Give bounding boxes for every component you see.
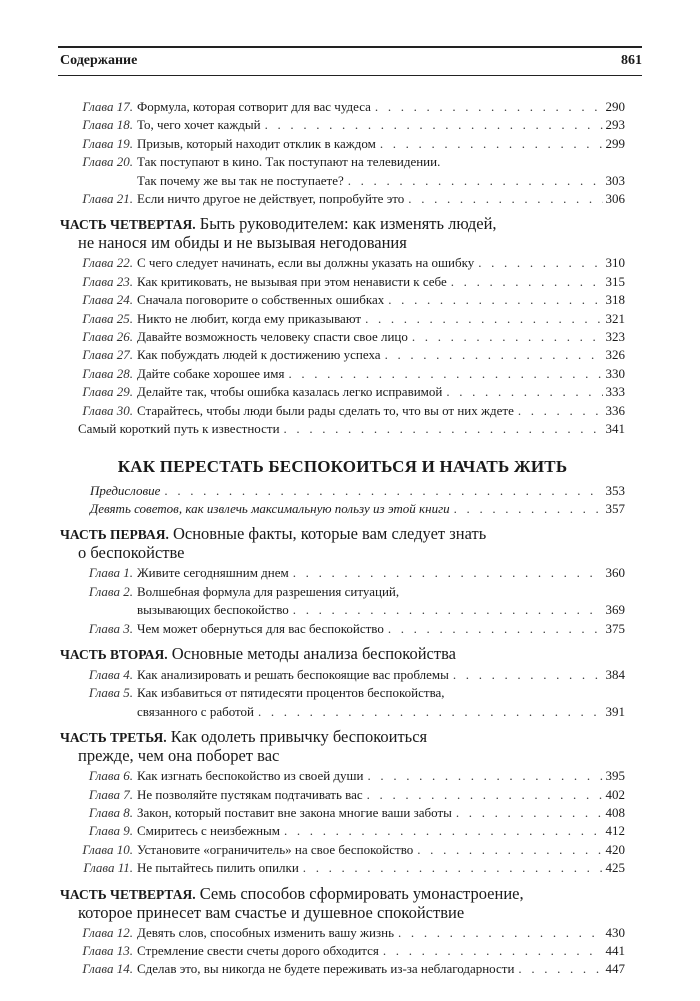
part-label: ЧАСТЬ ТРЕТЬЯ. <box>60 730 167 746</box>
part-title-line: прежде, чем она поборет вас <box>78 746 280 766</box>
toc-entry[interactable] <box>60 346 625 364</box>
chapter-title: Старайтесь, чтобы люди были рады сделать то, что вы от них ждете <box>137 402 514 418</box>
dot-leader <box>384 291 603 309</box>
chapter-label: Глава 7. <box>88 786 133 802</box>
chapter-page-number: 326 <box>605 347 625 363</box>
chapter-title: Дайте собаке хорошее имя <box>137 365 285 381</box>
toc-entry-line <box>60 328 625 346</box>
chapter-page-number: 290 <box>605 99 625 114</box>
chapter-title: Так почему же вы так не поступаете? <box>137 172 344 188</box>
part-title-line: о беспокойстве <box>78 543 185 563</box>
chapter-title: Чем может обернуться для вас беспокойство <box>137 620 384 636</box>
dot-leader <box>514 960 603 978</box>
chapter-page-number: 441 <box>605 943 625 958</box>
chapter-page-number: 303 <box>605 172 625 188</box>
toc-entry-line <box>60 190 625 208</box>
part-heading <box>60 645 625 664</box>
chapter-title: Как анализировать и решать беспокоящие вас проблемы <box>137 666 449 682</box>
dot-leader <box>361 310 603 328</box>
chapter-page-number: 336 <box>605 402 625 418</box>
chapter-label: Глава 21. <box>82 191 133 207</box>
part-title-line: которое принесет вам счастье и душевное спокойствие <box>78 902 465 922</box>
chapter-page-number: 299 <box>605 135 625 151</box>
part-label: ЧАСТЬ ВТОРАЯ. <box>60 646 168 662</box>
chapter-page-number: 430 <box>605 924 625 940</box>
dot-leader <box>404 190 603 208</box>
dot-leader <box>299 859 603 877</box>
chapter-title: Девять слов, способных изменить вашу жизнь <box>137 924 395 940</box>
chapter-page-number: 384 <box>605 666 625 682</box>
chapter-title: Призыв, который находит отклик в каждом <box>137 135 376 151</box>
toc-entry-line <box>60 273 625 291</box>
dot-leader <box>452 804 603 822</box>
toc-entry-line <box>60 822 625 840</box>
chapter-label: Глава 22. <box>82 255 133 271</box>
toc-entry-line <box>60 500 625 518</box>
part-label: ЧАСТЬ ПЕРВАЯ. <box>60 527 169 543</box>
toc-entry-line <box>60 365 625 383</box>
chapter-label: Глава 3. <box>88 620 133 636</box>
toc-entry[interactable] <box>60 822 625 840</box>
toc-entry[interactable] <box>60 482 625 500</box>
part-heading <box>60 885 625 922</box>
chapter-title: Как побуждать людей к достижению успеха <box>137 347 381 363</box>
toc-entry[interactable] <box>60 402 625 420</box>
toc-entry-line <box>60 601 625 619</box>
toc-entry[interactable] <box>60 365 625 383</box>
toc-entry-line <box>60 346 625 364</box>
toc-entry-line <box>60 786 625 804</box>
part-heading <box>60 525 625 562</box>
dot-leader <box>408 328 603 346</box>
toc-entry[interactable] <box>60 666 625 684</box>
chapter-page-number: 330 <box>605 365 625 381</box>
part-title-line: Семь способов сформировать умонастроение, <box>199 883 524 903</box>
toc-entry-line <box>60 291 625 309</box>
chapter-page-number: 357 <box>605 500 625 516</box>
chapter-title: Если ничто другое не действует, попробуйте это <box>137 191 405 207</box>
running-header-title: Содержание <box>60 53 138 68</box>
chapter-label: Глава 4. <box>88 666 133 682</box>
chapter-title: связанного с работой <box>137 703 254 719</box>
toc-entry[interactable] <box>60 859 625 877</box>
dot-leader <box>450 500 603 518</box>
part-label: ЧАСТЬ ЧЕТВЕРТАЯ. <box>60 217 196 233</box>
chapter-title: Предисловие <box>90 482 161 498</box>
toc-entry-line <box>60 482 625 500</box>
toc-entry[interactable] <box>60 500 625 518</box>
table-of-contents <box>60 98 625 979</box>
chapter-label: Глава 5. <box>88 685 133 701</box>
chapter-title: вызывающих беспокойство <box>137 602 289 618</box>
toc-entry[interactable] <box>60 620 625 638</box>
book-title: КАК ПЕРЕСТАТЬ БЕСПОКОИТЬСЯ И НАЧАТЬ ЖИТЬ <box>117 456 568 476</box>
chapter-title: Живите сегодняшним днем <box>137 565 289 581</box>
chapter-title: То, чего хочет каждый <box>137 117 261 133</box>
chapter-label: Глава 27. <box>82 347 133 363</box>
chapter-label: Глава 23. <box>82 273 133 289</box>
chapter-title: Так поступают в кино. Так поступают на телевидении. <box>137 154 441 170</box>
chapter-page-number: 353 <box>605 482 625 498</box>
chapter-page-number: 315 <box>605 273 625 289</box>
part-title-line: Быть руководителем: как изменять людей, <box>199 214 497 234</box>
toc-entry[interactable] <box>60 684 625 721</box>
chapter-label: Глава 8. <box>88 804 133 820</box>
chapter-title: Закон, который поставит вне закона многие ваши заботы <box>137 804 452 820</box>
chapter-label: Глава 1. <box>88 565 133 581</box>
dot-leader <box>413 841 603 859</box>
chapter-label: Глава 12. <box>82 924 133 940</box>
toc-entry[interactable] <box>60 786 625 804</box>
chapter-label: Глава 6. <box>88 768 133 784</box>
chapter-page-number: 341 <box>605 421 625 437</box>
toc-entry-line <box>60 859 625 877</box>
dot-leader <box>384 620 603 638</box>
chapter-label: Глава 17. <box>82 99 133 114</box>
dot-leader <box>379 942 603 960</box>
toc-entry-line <box>60 420 625 438</box>
toc-entry[interactable] <box>60 310 625 328</box>
toc-entry-line <box>60 116 625 134</box>
toc-entry[interactable] <box>60 328 625 346</box>
chapter-title: Самый короткий путь к известности <box>78 421 280 437</box>
chapter-page-number: 310 <box>605 255 625 271</box>
chapter-page-number: 375 <box>605 620 625 636</box>
toc-entry-line <box>60 310 625 328</box>
chapter-page-number: 402 <box>605 786 625 802</box>
dot-leader <box>449 666 603 684</box>
toc-entry[interactable] <box>60 291 625 309</box>
part-title-line: Основные методы анализа беспокойства <box>171 643 456 663</box>
chapter-page-number: 447 <box>605 961 625 977</box>
toc-entry-line <box>60 703 625 721</box>
dot-leader <box>344 172 603 190</box>
dot-leader <box>284 365 603 383</box>
chapter-page-number: 369 <box>605 602 625 618</box>
toc-entry[interactable] <box>60 767 625 785</box>
chapter-title: Как изгнать беспокойство из своей души <box>137 768 364 784</box>
dot-leader <box>280 420 603 438</box>
dot-leader <box>381 346 603 364</box>
toc-entry-line <box>60 767 625 785</box>
dot-leader <box>394 924 603 942</box>
chapter-page-number: 333 <box>605 384 625 400</box>
toc-entry[interactable] <box>60 116 625 134</box>
toc-entry-line <box>60 172 625 190</box>
chapter-title: Установите «ограничитель» на свое беспокойство <box>137 841 414 857</box>
toc-entry[interactable] <box>60 841 625 859</box>
toc-entry[interactable] <box>60 254 625 272</box>
part-label: ЧАСТЬ ЧЕТВЕРТАЯ. <box>60 886 196 902</box>
chapter-label: Глава 11. <box>83 860 133 876</box>
chapter-label: Глава 25. <box>82 310 133 326</box>
part-title-line: Основные факты, которые вам следует знать <box>172 524 487 544</box>
toc-entry[interactable] <box>60 924 625 942</box>
dot-leader <box>289 601 603 619</box>
chapter-title: Никто не любит, когда ему приказывают <box>137 310 362 326</box>
toc-entry[interactable] <box>60 153 625 190</box>
chapter-page-number: 360 <box>605 565 625 581</box>
chapter-title: Сначала поговорите о собственных ошибках <box>137 292 385 308</box>
chapter-page-number: 395 <box>605 768 625 784</box>
chapter-page-number: 318 <box>605 292 625 308</box>
dot-leader <box>474 254 603 272</box>
toc-entry[interactable] <box>60 98 625 116</box>
toc-entry-line <box>60 254 625 272</box>
chapter-label: Глава 2. <box>88 583 133 599</box>
dot-leader <box>447 273 603 291</box>
header-rule-bottom <box>58 75 642 76</box>
chapter-page-number: 425 <box>605 860 625 876</box>
chapter-label: Глава 29. <box>82 384 133 400</box>
toc-entry-line <box>60 841 625 859</box>
chapter-title: Стремление свести счеты дорого обходится <box>137 943 379 958</box>
toc-entry-line <box>60 804 625 822</box>
header-rule-top <box>58 46 642 48</box>
part-heading <box>60 215 625 252</box>
toc-entry-line <box>60 383 625 401</box>
part-title-line: Как одолеть привычку беспокоиться <box>170 727 428 747</box>
toc-entry-line <box>60 98 625 116</box>
toc-entry[interactable] <box>60 942 625 960</box>
chapter-title: Сделав это, вы никогда не будете переживать из-за неблагодарности <box>137 961 515 977</box>
chapter-title: С чего следует начинать, если вы должны указать на ошибку <box>137 255 475 271</box>
part-title-line: не нанося им обиды и не вызывая негодования <box>78 233 407 253</box>
chapter-label: Глава 20. <box>82 154 133 170</box>
dot-leader <box>363 786 603 804</box>
toc-entry[interactable] <box>60 960 625 978</box>
dot-leader <box>442 383 603 401</box>
toc-entry-line <box>60 402 625 420</box>
page-number: 861 <box>621 53 642 68</box>
chapter-page-number: 391 <box>605 703 625 719</box>
chapter-label: Глава 19. <box>82 135 133 151</box>
dot-leader <box>376 135 603 153</box>
dot-leader <box>364 767 603 785</box>
chapter-label: Глава 14. <box>82 961 133 977</box>
toc-entry[interactable] <box>60 583 625 620</box>
chapter-title: Девять советов, как извлечь максимальную пользу из этой книги <box>90 500 450 516</box>
chapter-page-number: 293 <box>605 117 625 133</box>
chapter-label: Глава 18. <box>82 117 133 133</box>
toc-entry-line <box>60 684 625 702</box>
dot-leader <box>160 482 603 500</box>
toc-entry-line <box>60 666 625 684</box>
toc-entry-line <box>60 620 625 638</box>
chapter-title: Не позволяйте пустякам подтачивать вас <box>137 786 363 802</box>
dot-leader <box>280 822 603 840</box>
toc-entry-line <box>60 135 625 153</box>
chapter-label: Глава 26. <box>82 329 133 345</box>
chapter-page-number: 321 <box>605 310 625 326</box>
chapter-page-number: 420 <box>605 841 625 857</box>
part-heading <box>60 728 625 765</box>
toc-entry[interactable] <box>60 383 625 401</box>
chapter-page-number: 306 <box>605 191 625 207</box>
chapter-title: Давайте возможность человеку спасти свое лицо <box>137 329 408 345</box>
toc-entry-line <box>60 960 625 978</box>
chapter-title: Как избавиться от пятидесяти процентов беспокойства, <box>137 685 445 701</box>
toc-entry[interactable] <box>60 273 625 291</box>
chapter-page-number: 408 <box>605 804 625 820</box>
chapter-label: Глава 30. <box>82 402 133 418</box>
chapter-title: Смиритесь с неизбежным <box>137 823 280 839</box>
toc-entry-line <box>60 583 625 601</box>
toc-entry[interactable] <box>60 804 625 822</box>
chapter-label: Глава 9. <box>88 823 133 839</box>
chapter-title: Не пытайтесь пилить опилки <box>137 860 299 876</box>
chapter-title: Как критиковать, не вызывая при этом ненависти к себе <box>137 273 447 289</box>
chapter-label: Глава 13. <box>82 943 133 958</box>
chapter-title: Делайте так, чтобы ошибка казалась легко исправимой <box>137 384 443 400</box>
toc-entry[interactable] <box>60 190 625 208</box>
chapter-title: Волшебная формула для разрешения ситуаций, <box>137 583 400 599</box>
chapter-title: Формула, которая сотворит для вас чудеса <box>137 99 371 114</box>
dot-leader <box>514 402 603 420</box>
toc-entry-line <box>60 924 625 942</box>
toc-entry[interactable] <box>60 135 625 153</box>
chapter-page-number: 323 <box>605 329 625 345</box>
toc-entry-line <box>60 564 625 582</box>
dot-leader <box>289 564 603 582</box>
toc-entry-line <box>60 153 625 171</box>
chapter-label: Глава 10. <box>82 841 133 857</box>
chapter-page-number: 412 <box>605 823 625 839</box>
toc-entry[interactable] <box>60 564 625 582</box>
toc-entry[interactable] <box>60 420 625 438</box>
toc-entry-line <box>60 942 625 960</box>
chapter-label: Глава 28. <box>82 365 133 381</box>
dot-leader <box>254 703 603 721</box>
chapter-label: Глава 24. <box>82 292 133 308</box>
dot-leader <box>371 98 603 116</box>
dot-leader <box>261 116 603 134</box>
